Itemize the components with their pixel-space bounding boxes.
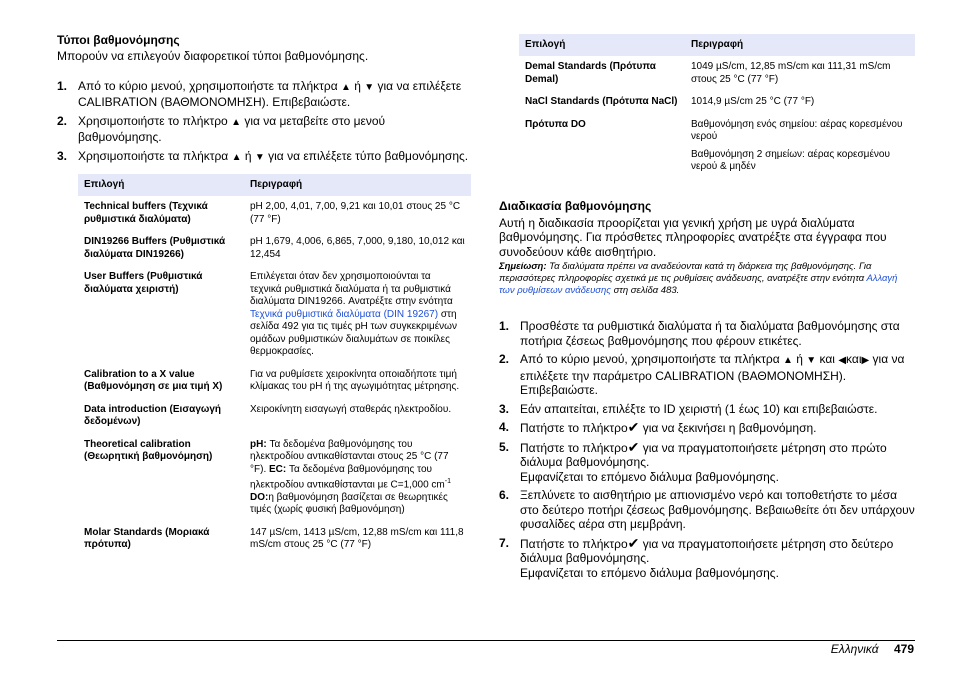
arrow-down-icon: ▼ — [254, 151, 265, 163]
table-row: Molar Standards (Μοριακά πρότυπα) 147 µS/cm, 1413 µS/cm, 12,88 mS/cm και 111,8 mS/cm στους 25 °C (77 °F) — [84, 526, 464, 551]
table-row: Calibration to a X value (Βαθμονόμηση σε μια τιμή X) Για να ρυθμίσετε χειροκίνητα οποιαδήποτε τιμή κλίμακας του pH ή της αγωγιμότητας μέτρησης. — [84, 368, 460, 392]
list-item: 6. Ξεπλύνετε το αισθητήριο με απιονισμένο νερό και τοποθετήστε το μέσα στο δεύτερο ποτήρι ζέσεως βαθμονόμησης. Βεβαιωθείτε ότι δεν υπάρχουν φυσαλίδες αέρα στη μεμβράνη. — [499, 488, 915, 531]
arrow-up-icon: ▲ — [231, 151, 242, 163]
table-row: User Buffers (Ρυθμιστικά διαλύματα χειριστή) Επιλέγεται όταν δεν χρησιμοποιούνται τα τεχνικά ρυθμιστικά διαλύματα ή τα ρυθμιστικά διαλύματα DIN19266. Ανατρέξτε στην ενότητα Τεχνικά ρυθμιστικά διαλύματα (DIN 19267) στη σελίδα 492 για τις τιμές pH των συγκεκριμένων ομάδων ρυθμιστικών διαλυμάτων σε ποικίλες θερμοκρασίες. — [84, 271, 457, 357]
list-item: 3. Εάν απαιτείται, επιλέξτε το ID χειριστή (1 έως 10) και επιβεβαιώστε. — [499, 401, 878, 416]
procedure-intro: Αυτή η διαδικασία προορίζεται για γενική χρήση με υγρά διαλύματα βαθμονόμησης. Για πρόσθετες πληροφορίες ανατρέξτε στα έγγραφα που συνοδεύουν κάθε αισθητήριο. — [499, 215, 887, 259]
column-header-description: Περιγραφή — [244, 174, 471, 196]
note: Σημείωση: Τα διαλύματα πρέπει να αναδεύονται κατά τη διάρκεια της βαθμονόμησης. Για περισσότερες πληροφορίες σχετικά με τις ρυθμίσεις ανάδευσης, ανατρέξτε στην ενότητα Αλλαγή των ρυθμίσεων ανάδευσης στη σελίδα 483. — [499, 261, 898, 296]
arrow-up-icon: ▲ — [782, 355, 793, 366]
arrow-down-icon: ▼ — [806, 355, 817, 366]
column-header-description: Περιγραφή — [685, 34, 915, 56]
table-header-row — [78, 174, 471, 196]
list-item: 5. Πατήστε το πλήκτρο✔ για να πραγματοποιήσετε μέτρηση στο πρώτο διάλυμα βαθμονόμησης. Εμφανίζεται το επόμενο διάλυμα βαθμονόμησης. — [499, 438, 887, 484]
left-column — [57, 0, 471, 557]
footer-rule — [57, 640, 915, 641]
footer — [831, 642, 914, 656]
column-header-option: Επιλογή — [519, 34, 685, 56]
arrow-up-icon: ▲ — [340, 81, 351, 93]
column-header-option: Επιλογή — [78, 174, 244, 196]
table-row: NaCl Standards (Πρότυπα NaCl) 1014,9 µS/cm 25 °C (77 °F) — [525, 96, 815, 107]
intro-text: Μπορούν να επιλεγούν διαφορετικοί τύποι βαθμονόμησης. — [57, 49, 369, 63]
table-row: Data introduction (Εισαγωγή δεδομένων) Χειροκίνητη εισαγωγή σταθεράς ηλεκτροδίου. — [84, 403, 452, 427]
section-heading-calibration-procedure: Διαδικασία βαθμονόμησης — [499, 198, 652, 213]
link-stirring-settings[interactable]: Αλλαγή των ρυθμίσεων ανάδευσης — [499, 273, 898, 296]
section-heading-calibration-types: Τύποι βαθμονόμησης — [57, 33, 180, 47]
checkmark-icon: ✔ — [627, 419, 640, 435]
table-row: Theoretical calibration (Θεωρητική βαθμονόμηση) pH: Τα δεδομένα βαθμονόμησης του ηλεκτροδίου αντικαθίστανται στους 25 °C (77 °F). EC: Τα δεδομένα βαθμονόμησης του ηλεκτροδίου αντικαθίστανται με C=1,000 $cm^{-1}$ DO:η βαθμονόμηση βασίζεται σε θεωρητικές τιμές (χωρίς φυσική βαθμονόμηση) — [84, 438, 451, 516]
page-number: 479 — [893, 642, 914, 656]
arrow-down-icon: ▼ — [364, 81, 375, 93]
checkmark-icon: ✔ — [627, 534, 640, 551]
table-row: DIN19266 Buffers (Ρυθμιστικά διαλύματα DIN19266) pH 1,679, 4,006, 6,865, 7,000, 9,180, 10,012 και 12,454 — [84, 236, 465, 260]
options-table-wrap — [57, 174, 471, 557]
list-item: 1. Από το κύριο μενού, χρησιμοποιήστε τα πλήκτρα ▲ ή ▼ για να επιλέξετε CALIBRATION (ΒΑΘΜΟΝΟΜΗΣΗ). Επιβεβαιώστε. — [57, 78, 462, 109]
right-column — [499, 0, 915, 580]
arrow-left-icon: ◀ — [838, 355, 847, 366]
list-item: 7. Πατήστε το πλήκτρο✔ για να πραγματοποιήσετε μέτρηση στο δεύτερο διάλυμα βαθμονόμησης. Εμφανίζεται το επόμενο διάλυμα βαθμονόμησης. — [499, 534, 894, 580]
list-item: 1. Προσθέστε τα ρυθμιστικά διαλύματα ή τα διαλύματα βαθμονόμησης στα ποτήρια ζέσεως βαθμονόμησης που φέρουν ετικέτες. — [499, 319, 900, 348]
table-row: Demal Standards (Πρότυπα Demal) 1049 µS/cm, 12,85 mS/cm και 111,31 mS/cm στους 25 °C (77 °F) — [525, 61, 891, 85]
arrow-up-icon: ▲ — [231, 116, 241, 128]
options-table — [78, 174, 471, 557]
list-item: 3. Χρησιμοποιήστε τα πλήκτρα ▲ ή ▼ για να επιλέξετε τύπο βαθμονόμησης. — [57, 149, 471, 166]
link-technical-buffers[interactable]: Τεχνικά ρυθμιστικά διαλύματα (DIN 19267) — [250, 308, 439, 320]
checkmark-icon: ✔ — [627, 438, 640, 455]
table-header-row — [519, 34, 915, 56]
step-list — [57, 79, 471, 166]
list-item: 4. Πατήστε το πλήκτρο✔ για να ξεκινήσει η βαθμονόμηση. — [499, 419, 817, 435]
list-item: 2. Χρησιμοποιήστε το πλήκτρο ▲ για να μεταβείτε στο μενού βαθμονόμησης. — [57, 113, 386, 144]
footer-language: Ελληνικά — [830, 642, 879, 656]
list-item: 2. Από το κύριο μενού, χρησιμοποιήστε τα πλήκτρα ▲ ή ▼ και ◀και▶ για να επιλέξετε την παράμετρο CALIBRATION (ΒΑΘΜΟΝΟΜΗΣΗ). Επιβεβαιώστε. — [499, 352, 905, 397]
procedure-step-list — [499, 319, 915, 580]
options-table-continued-wrap — [499, 34, 915, 179]
options-table-continued — [519, 34, 915, 179]
table-row: Πρότυπα DO Βαθμονόμηση ενός σημείου: αέρας κορεσμένου νερού Βαθμονόμηση 2 σημείων: αέρας κορεσμένου νερού & μηδέν — [525, 118, 903, 172]
table-row: Technical buffers (Τεχνικά ρυθμιστικά διαλύματα) pH 2,00, 4,01, 7,00, 9,21 και 10,01 στους 25 °C (77 °F) — [84, 201, 461, 225]
arrow-right-icon: ▶ — [861, 355, 870, 366]
